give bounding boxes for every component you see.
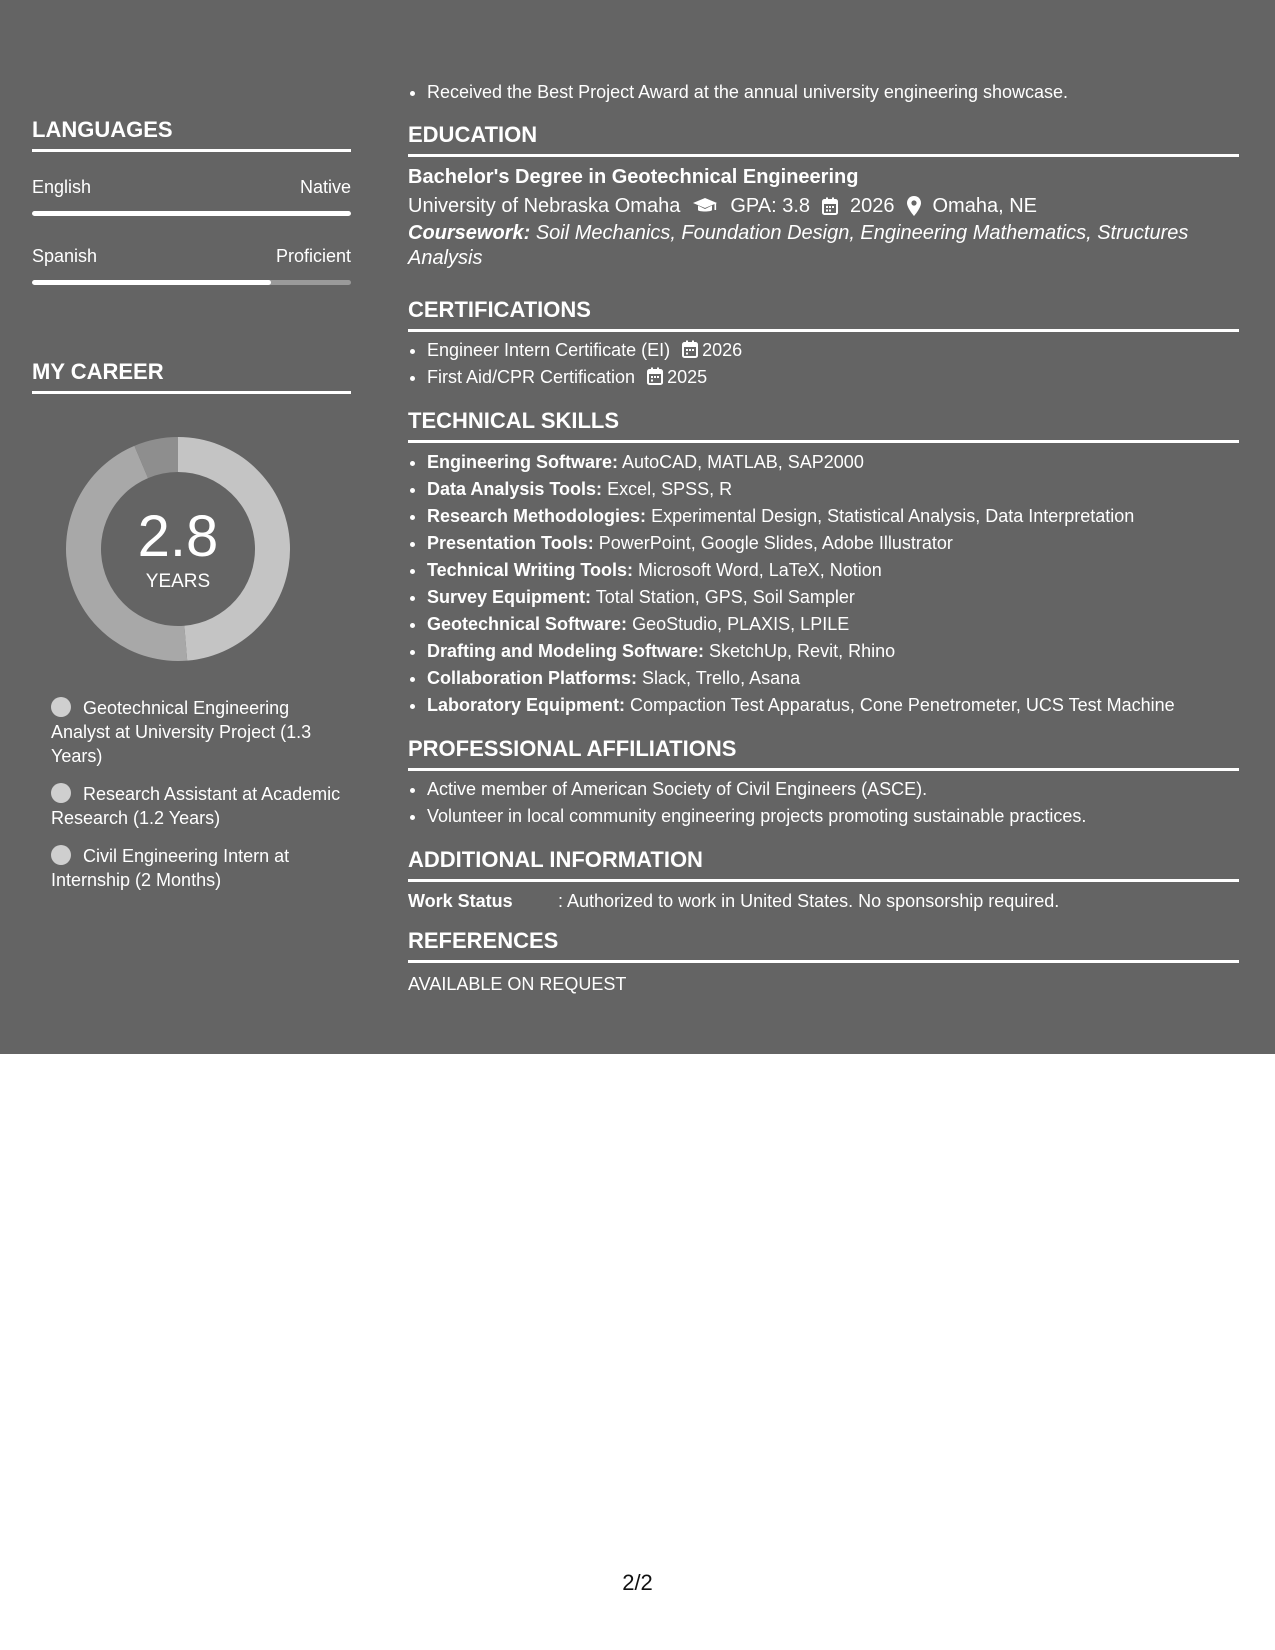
language-bar-fill bbox=[32, 211, 351, 216]
list-item: • Survey Equipment: Total Station, GPS, Soil Sampler bbox=[427, 584, 1239, 611]
list-item: • Engineering Software: AutoCAD, MATLAB, SAP2000 bbox=[427, 449, 1239, 476]
list-item: • Geotechnical Software: GeoStudio, PLAXIS, LPILE bbox=[427, 611, 1239, 638]
education-heading: EDUCATION bbox=[408, 122, 1239, 157]
references-text: AVAILABLE ON REQUEST bbox=[408, 974, 627, 994]
career-item: Research Assistant at Academic Research (1.2 Years) bbox=[51, 784, 341, 828]
language-bar-fill bbox=[32, 280, 271, 285]
calendar-icon bbox=[822, 197, 838, 215]
location: Omaha, NE bbox=[932, 195, 1037, 217]
language-bar bbox=[32, 211, 351, 216]
skills-section bbox=[408, 408, 1239, 719]
list-item: • Active member of American Society of Civil Engineers (ASCE). bbox=[427, 776, 1239, 803]
career-list bbox=[51, 696, 341, 906]
career-item: Geotechnical Engineering Analyst at University Project (1.3 Years) bbox=[51, 698, 312, 766]
references-section bbox=[408, 928, 1239, 997]
skills-list bbox=[408, 449, 1239, 719]
list-item: • Laboratory Equipment: Compaction Test Apparatus, Cone Penetrometer, UCS Test Machine bbox=[427, 692, 1239, 719]
career-item: Civil Engineering Intern at Internship (2 Months) bbox=[51, 846, 290, 890]
language-name: Spanish bbox=[32, 246, 98, 266]
additional-section bbox=[408, 847, 1239, 914]
languages-heading: LANGUAGES bbox=[32, 117, 351, 152]
list-item: • Received the Best Project Award at the annual university engineering showcase. bbox=[427, 79, 1239, 106]
work-status-label: Work Status bbox=[408, 891, 513, 911]
total-years-value: 2.8 bbox=[137, 504, 219, 569]
work-status-value: : Authorized to work in United States. No sponsorship required. bbox=[558, 891, 1060, 911]
location-pin-icon bbox=[907, 196, 921, 216]
affiliations-list bbox=[408, 776, 1239, 830]
list-item: • Engineer Intern Certificate (EI) 2026 bbox=[427, 337, 1239, 364]
list-item: • Presentation Tools: PowerPoint, Google Slides, Adobe Illustrator bbox=[427, 530, 1239, 557]
education-details bbox=[408, 191, 1239, 221]
list-item: • Research Methodologies: Experimental Design, Statistical Analysis, Data Interpretation bbox=[427, 503, 1239, 530]
certifications-heading: CERTIFICATIONS bbox=[408, 297, 1239, 332]
language-level: Proficient bbox=[275, 246, 351, 266]
career-heading: MY CAREER bbox=[32, 359, 351, 394]
language-name: English bbox=[32, 177, 92, 197]
page-number: 2/2 bbox=[622, 1570, 653, 1595]
list-item: • Data Analysis Tools: Excel, SPSS, R bbox=[427, 476, 1239, 503]
coursework bbox=[408, 221, 1239, 271]
career-dot-icon bbox=[51, 845, 71, 865]
certifications-section bbox=[408, 297, 1239, 391]
affiliations-heading: PROFESSIONAL AFFILIATIONS bbox=[408, 736, 1239, 771]
calendar-icon bbox=[682, 340, 698, 358]
list-item: • First Aid/CPR Certification 2025 bbox=[427, 364, 1239, 391]
graduation-year: 2026 bbox=[850, 195, 895, 217]
list-item: • Drafting and Modeling Software: SketchUp, Revit, Rhino bbox=[427, 638, 1239, 665]
award-list bbox=[408, 79, 1239, 106]
affiliations-section bbox=[408, 736, 1239, 830]
language-level: Native bbox=[299, 177, 351, 197]
language-spanish bbox=[32, 244, 351, 285]
list-item: • Technical Writing Tools: Microsoft Word, LaTeX, Notion bbox=[427, 557, 1239, 584]
work-status bbox=[408, 888, 1239, 914]
gpa: GPA: 3.8 bbox=[730, 195, 810, 217]
additional-heading: ADDITIONAL INFORMATION bbox=[408, 847, 1239, 882]
skills-heading: TECHNICAL SKILLS bbox=[408, 408, 1239, 443]
education-section bbox=[408, 122, 1239, 271]
coursework-label: Coursework: bbox=[408, 222, 531, 244]
university-name: University of Nebraska Omaha bbox=[408, 195, 681, 217]
references-heading: REFERENCES bbox=[408, 928, 1239, 963]
language-bar bbox=[32, 280, 351, 285]
career-dot-icon bbox=[51, 697, 71, 717]
calendar-icon bbox=[647, 367, 663, 385]
degree-title: Bachelor's Degree in Geotechnical Engineering bbox=[408, 166, 859, 188]
certifications-list bbox=[408, 337, 1239, 391]
graduation-cap-icon bbox=[692, 197, 718, 215]
total-years-unit: YEARS bbox=[145, 571, 211, 592]
list-item: • Collaboration Platforms: Slack, Trello, Asana bbox=[427, 665, 1239, 692]
career-donut-chart bbox=[66, 437, 290, 661]
coursework-value: Soil Mechanics, Foundation Design, Engineering Mathematics, Structures Analysis bbox=[408, 222, 1189, 269]
career-dot-icon bbox=[51, 783, 71, 803]
language-english bbox=[32, 175, 351, 216]
list-item: • Volunteer in local community engineering projects promoting sustainable practices. bbox=[427, 803, 1239, 830]
